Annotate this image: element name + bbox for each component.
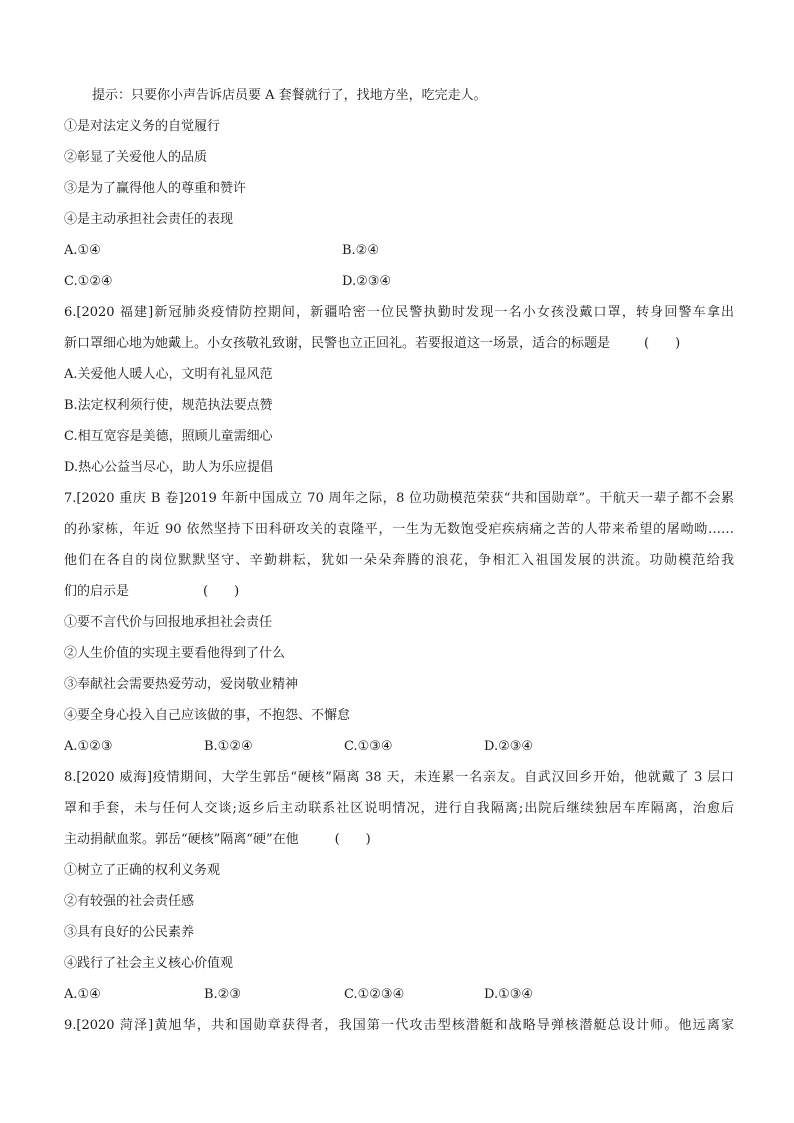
- q8-answer-blank: ( ): [334, 832, 371, 847]
- q5-statement-2: ②彰显了关爱他人的品质: [64, 150, 208, 165]
- q7-statement-2: ②人生价值的实现主要看他得到了什么: [64, 646, 286, 661]
- q7-option-b: B.①②④: [204, 739, 253, 754]
- question-8: [64, 766, 734, 1014]
- q5-statement-1: ①是对法定义务的自觉履行: [64, 119, 221, 134]
- q8-statement-3: ③具有良好的公民素养: [64, 925, 195, 940]
- q7-statement-4: ④要全身心投入自己应该做的事，不抱怨、不懈怠: [64, 708, 351, 723]
- q6-option-c: C.相互宽容是美德，照顾儿童需细心: [64, 429, 273, 444]
- q7-stem-line-3: 他们在各自的岗位默默坚守、辛勤耕耘，犹如一朵朵奔腾的浪花，争相汇入祖国发展的洪流。功勋模范给我: [64, 553, 734, 568]
- q6-stem-line-1: 6.[2020 福建]新冠肺炎疫情防控期间，新疆哈密一位民警执勤时发现一名小女孩没戴口罩，转身回警车拿出: [64, 305, 734, 320]
- q5-statement-3: ③是为了赢得他人的尊重和赞许: [64, 181, 247, 196]
- question-7: [64, 487, 734, 766]
- q8-option-c: C.①②③④: [344, 987, 405, 1002]
- q5-option-c: C.①②④: [64, 274, 113, 289]
- q8-statement-1: ①树立了正确的权利义务观: [64, 863, 221, 878]
- q5-option-b: B.②④: [342, 243, 379, 258]
- q8-statement-2: ②有较强的社会责任感: [64, 894, 195, 909]
- question-5: [64, 84, 734, 301]
- q7-stem-text: 们的启示是: [64, 584, 130, 599]
- q7-stem-line-2: 的孙家栋，年近 90 依然坚持下田科研攻关的袁隆平，一生为无数饱受疟疾病痛之苦的人带来希望的屠呦呦……: [64, 522, 734, 537]
- q7-options: [64, 735, 734, 766]
- q5-hint: 提示：只要你小声告诉店员要 A 套餐就行了，找地方坐，吃完走人。: [92, 88, 487, 103]
- q7-stem-line-1: 7.[2020 重庆 B 卷]2019 年新中国成立 70 周年之际，8 位功勋模范荣获“共和国勋章”。干航天一辈子都不会累: [64, 491, 734, 506]
- q6-option-a: A.关爱他人暖人心，文明有礼显风范: [64, 367, 273, 382]
- q7-stem-line-4: [64, 580, 734, 611]
- q7-option-c: C.①③④: [344, 739, 393, 754]
- q8-stem-line-2: 罩和手套，未与任何人交谈;返乡后主动联系社区说明情况，进行自我隔离;出院后继续独居车库隔离，治愈后: [64, 801, 734, 816]
- q8-options: [64, 983, 734, 1014]
- document-page: [64, 84, 734, 1045]
- question-9: [64, 1014, 734, 1045]
- q8-stem-text: 主动捐献血浆。郭岳“硬核”隔离“硬”在他: [64, 832, 299, 847]
- q8-option-a: A.①④: [64, 987, 101, 1002]
- q8-statement-4: ④践行了社会主义核心价值观: [64, 956, 234, 971]
- q5-option-a: A.①④: [64, 243, 101, 258]
- q5-options-row2: [64, 270, 734, 301]
- q6-option-b: B.法定权利须行使，规范执法要点赞: [64, 398, 273, 413]
- q7-statement-1: ①要不言代价与回报地承担社会责任: [64, 615, 273, 630]
- q8-stem-line-1: 8.[2020 威海]疫情期间，大学生郭岳“硬核”隔离 38 天，未连累一名亲友。自武汉回乡开始，他就戴了 3 层口: [64, 770, 734, 785]
- q5-statement-4: ④是主动承担社会责任的表现: [64, 212, 234, 227]
- q6-stem-line-2: [64, 332, 734, 363]
- q9-stem-line-1: 9.[2020 菏泽]黄旭华，共和国勋章获得者，我国第一代攻击型核潜艇和战略导弹核潜艇总设计师。他远离家: [64, 1018, 734, 1033]
- q8-stem-line-3: [64, 828, 734, 859]
- q5-option-d: D.②③④: [342, 274, 392, 289]
- q6-answer-blank: ( ): [644, 336, 681, 351]
- q6-option-d: D.热心公益当尽心，助人为乐应提倡: [64, 460, 274, 475]
- q7-answer-blank: ( ): [203, 584, 240, 599]
- q6-stem-text: 新口罩细心地为她戴上。小女孩敬礼致谢，民警也立正回礼。若要报道这一场景，适合的标题是: [64, 336, 611, 351]
- q5-options: [64, 239, 734, 270]
- question-6: [64, 301, 734, 487]
- q8-option-d: D.①③④: [484, 987, 534, 1002]
- q7-option-d: D.②③④: [484, 739, 534, 754]
- q7-option-a: A.①②③: [64, 739, 113, 754]
- q7-statement-3: ③奉献社会需要热爱劳动，爱岗敬业精神: [64, 677, 299, 692]
- q8-option-b: B.②③: [204, 987, 241, 1002]
